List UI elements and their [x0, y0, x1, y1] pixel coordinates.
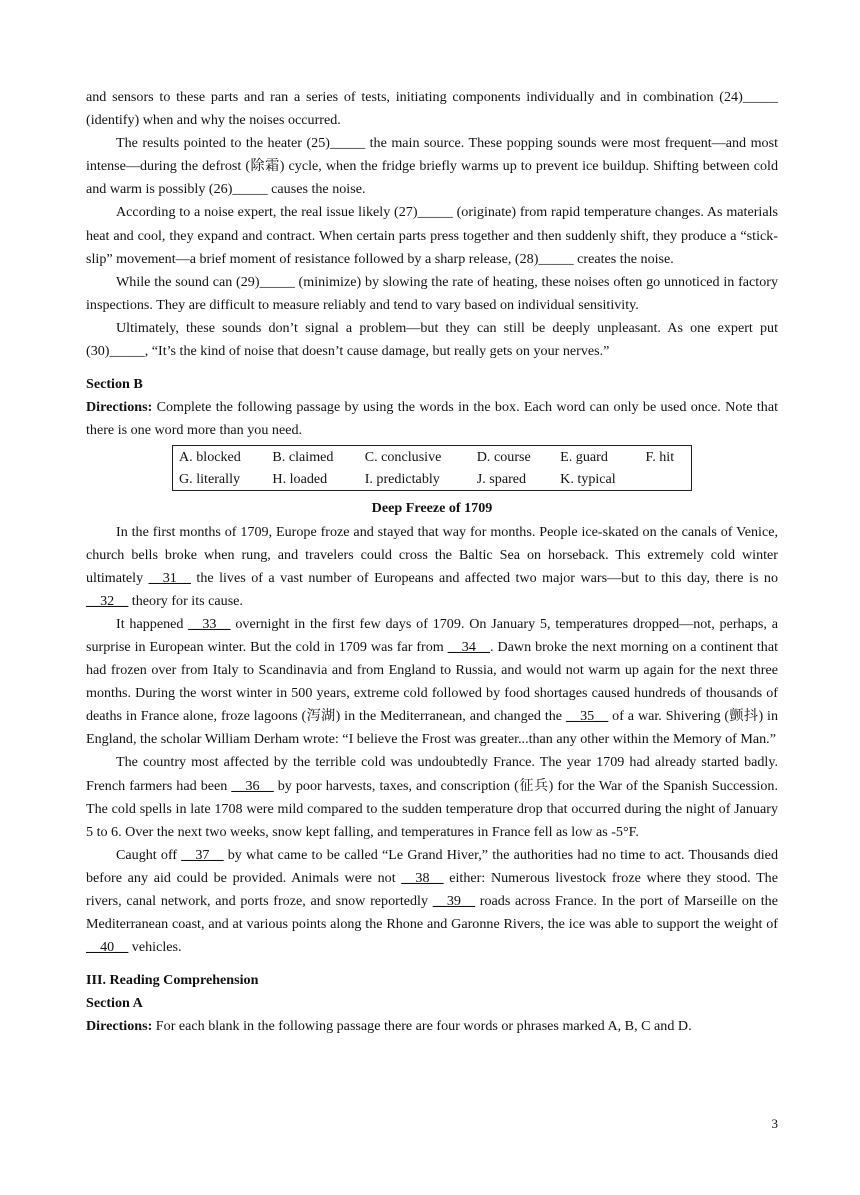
- word-option: J. spared: [476, 471, 527, 488]
- blank-40: __40__: [86, 939, 129, 956]
- passage-text: of a war. Shivering (颤抖) in England, the scholar William Derham wrote: “I believe the Frost was greater...than any other within the Memory of Man.”: [86, 708, 778, 748]
- word-option: A. blocked: [179, 449, 241, 466]
- part-3-heading: III. Reading Comprehension: [86, 972, 259, 989]
- word-option: I. predictably: [364, 471, 440, 488]
- passage-text: by poor harvests, taxes, and conscription (征兵) for the War of the Spanish Succession. The cold spells in late 1708 were mild compared to the sudden temperature drop that occurred during the night of January 5 to 6. Over the next two weeks, snow kept falling, and temperatures in France fell as low as -5°F.: [86, 777, 778, 840]
- word-option: H. loaded: [272, 471, 328, 488]
- blank-38: __38__: [401, 869, 444, 886]
- paragraph-27-28: According to a noise expert, the real issue likely (27)_____ (originate) from rapid temperature changes. As materials heat and cool, they expand and contract. When certain parts press together and then suddenly shift, they produce a “stick-slip” movement—a brief moment of resistance followed by a sharp release, (28)_____ creates the noise.: [86, 204, 778, 267]
- blank-31: __31__: [148, 569, 191, 586]
- word-option: E. guard: [560, 449, 608, 466]
- word-option: D. course: [476, 449, 531, 466]
- paragraph-30: Ultimately, these sounds don’t signal a problem—but they can still be deeply unpleasant. As one expert put (30)_____, “It’s the kind of noise that doesn’t cause damage, but really gets on your nerves.”: [86, 319, 778, 360]
- passage-title: Deep Freeze of 1709: [371, 500, 493, 517]
- blank-35: __35__: [565, 708, 609, 725]
- blank-32: __32__: [86, 592, 129, 609]
- passage-text: It happened: [116, 615, 189, 632]
- paragraph-24: and sensors to these parts and ran a series of tests, initiating components individually and in combination (24)_____ (identify) when and why the noises occurred.: [86, 89, 778, 129]
- blank-36: __36__: [231, 777, 274, 794]
- passage-text: theory for its cause.: [128, 592, 243, 609]
- section-b-directions: [86, 396, 778, 442]
- blank-39: __39__: [432, 893, 476, 909]
- blank-34: __34__: [447, 638, 490, 655]
- word-option: K. typical: [560, 471, 616, 488]
- directions-label: Directions:: [86, 399, 153, 416]
- blank-37: __37__: [181, 846, 224, 863]
- word-box-row: [173, 468, 692, 491]
- passage-text: overnight in the first few days of 1709. On January 5, temperatures dropped—not, perhaps, a surprise in European winter. But the cold in 1709 was far from: [86, 615, 778, 655]
- passage-text: vehicles.: [128, 939, 182, 956]
- passage-text: In the first months of 1709, Europe froze and stayed that way for months. People ice-skated on the canals of Venice, church bells broke when rung, and travelers could cross the Baltic Sea on horseback. This extremely cold winter ultimately: [86, 523, 778, 586]
- passage-paragraph-2: [86, 613, 778, 752]
- passage-text: . Dawn broke the next morning on a continent that had frozen over from Italy to Scandinavia and from England to Russia, and would not warm up again for the next three months. During the worst winter in 500 years, extreme cold followed by food shortages caused hundreds of thousands of deaths in France alone, froze lagoons (泻湖) in the Mediterranean, and changed the: [86, 638, 778, 725]
- directions-text: For each blank in the following passage there are four words or phrases marked A, B, C and D.: [152, 1018, 692, 1035]
- word-option: G. literally: [179, 471, 241, 488]
- section-a-directions: [86, 1015, 778, 1038]
- passage-text: by what came to be called “Le Grand Hiver,” the authorities had no time to act. Thousands died before any aid could be provided. Animals were not: [86, 846, 778, 886]
- page-number: 3: [771, 1116, 778, 1131]
- document-page: [86, 86, 778, 1039]
- section-a-heading: Section A: [86, 995, 143, 1012]
- word-option: [640, 468, 692, 491]
- passage-text: roads across France. In the port of Marseille on the Mediterranean coast, and at various points along the Rhone and Garonne Rivers, the ice was able to support the weight of: [86, 893, 778, 933]
- passage-paragraph-4: [86, 844, 778, 959]
- paragraph-29: While the sound can (29)_____ (minimize) by slowing the rate of heating, these noises often go unnoticed in factory inspections. They are difficult to measure reliably and tend to vary based on individual sensitivity.: [86, 273, 778, 313]
- passage-text: The country most affected by the terrible cold was undoubtedly France. The year 1709 had already started badly. French farmers had been: [86, 754, 778, 794]
- blank-33: __33__: [188, 615, 231, 632]
- word-option: C. conclusive: [364, 449, 442, 466]
- passage-text: the lives of a vast number of Europeans and affected two major wars—but to this day, there is no: [190, 569, 779, 586]
- directions-text: Complete the following passage by using the words in the box. Each word can only be used once. Note that there is one word more than you need.: [86, 399, 778, 439]
- word-option: F. hit: [645, 449, 675, 466]
- directions-label: Directions:: [86, 1018, 153, 1035]
- word-box: [172, 445, 692, 491]
- passage-text: Caught off: [116, 846, 182, 863]
- passage-text: either: Numerous livestock froze where they stood. The rivers, canal network, and ports froze, and snow reportedly: [86, 869, 778, 909]
- section-b-heading: Section B: [86, 376, 143, 393]
- passage-paragraph-1: [86, 521, 778, 613]
- word-option: B. claimed: [272, 449, 334, 466]
- paragraph-25-26: The results pointed to the heater (25)_____ the main source. These popping sounds were most frequent—and most intense—during the defrost (除霜) cycle, when the fridge briefly warms up to prevent ice buildup. Shifting between cold and warm is possibly (26)_____ causes the noise.: [86, 135, 778, 198]
- word-box-row: [173, 446, 692, 469]
- passage-paragraph-3: [86, 751, 778, 843]
